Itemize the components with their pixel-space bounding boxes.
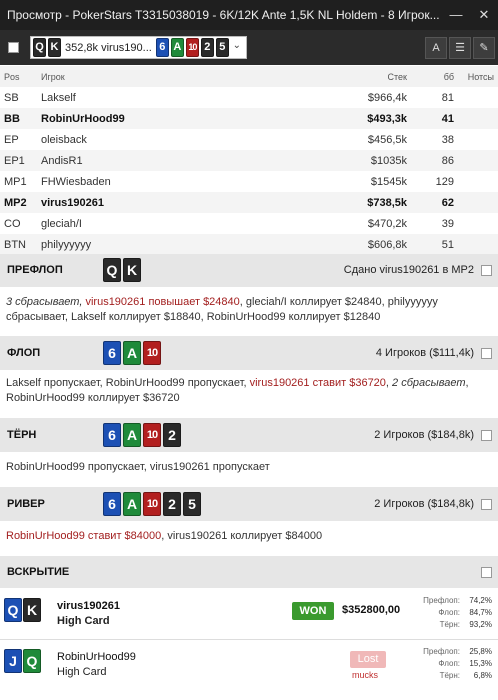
- player-stack: $1545k: [370, 176, 407, 188]
- loser-player-name: RobinUrHood99: [57, 651, 136, 663]
- toolbar-board-card-3: 10: [186, 38, 199, 57]
- flop-card-3: 10: [143, 341, 161, 365]
- street-flop: [0, 336, 498, 418]
- street-preflop-title: ПРЕФЛОП: [7, 264, 63, 276]
- player-stack: $1035k: [370, 155, 407, 167]
- window-title: Просмотр - PokerStars T3315038019 - 6K/12K Ante 1,5K NL Holdem - 8 Игрок...: [7, 8, 440, 22]
- action-villain-bet: RobinUrHood99 ставит $84000: [6, 530, 162, 542]
- player-name: philyyyyyy: [41, 239, 92, 251]
- player-row[interactable]: [0, 234, 498, 255]
- street-river-summary: 2 Игроков ($184,8k): [374, 498, 474, 510]
- river-card-4: 2: [163, 492, 181, 516]
- hand-selector-text: 352,8k virus190...: [65, 41, 152, 54]
- player-row[interactable]: [0, 108, 498, 129]
- player-name: Lakself: [41, 92, 76, 104]
- river-card-2: A: [123, 492, 141, 516]
- winner-card-2: K: [23, 598, 41, 622]
- street-turn: [0, 418, 498, 487]
- font-icon: A: [432, 42, 440, 54]
- street-preflop: [0, 254, 498, 335]
- player-bb: 86: [441, 155, 454, 167]
- equity-label: Префлоп:: [423, 596, 460, 605]
- toolbar-board-card-5: 5: [216, 38, 229, 57]
- won-amount: $352800,00: [342, 604, 401, 616]
- action-text: ,: [385, 377, 393, 389]
- action-fold: 2 сбрасывает: [392, 377, 466, 389]
- mucks-label: mucks: [352, 670, 379, 680]
- player-pos: EP: [4, 134, 19, 146]
- player-row[interactable]: [0, 213, 498, 234]
- street-turn-title: ТЁРН: [7, 429, 37, 441]
- header-pos[interactable]: Pos: [4, 72, 20, 82]
- equity-value: 93,2%: [469, 620, 492, 629]
- player-name: AndisR1: [41, 155, 83, 167]
- hand-selector-dropdown[interactable]: [30, 36, 247, 59]
- lost-badge: Lost: [350, 651, 386, 668]
- player-stack: $738,5k: [367, 197, 407, 209]
- street-flop-checkbox[interactable]: [481, 348, 492, 359]
- list-view-button[interactable]: [449, 37, 471, 59]
- player-pos: MP1: [4, 176, 27, 188]
- player-pos: EP1: [4, 155, 25, 167]
- player-bb: 38: [441, 134, 454, 146]
- player-pos: CO: [4, 218, 21, 230]
- street-turn-header: [0, 418, 498, 452]
- equity-value: 25,8%: [469, 647, 492, 656]
- player-bb: 51: [441, 239, 454, 251]
- edit-button[interactable]: [473, 37, 495, 59]
- player-bb: 62: [441, 197, 454, 209]
- action-fold: 3 сбрасывает,: [6, 296, 86, 308]
- street-river: [0, 487, 498, 556]
- action-text: , virus190261 коллирует $84000: [161, 530, 323, 542]
- players-table-header: [0, 66, 498, 87]
- player-name: oleisback: [41, 134, 87, 146]
- equity-label: Тёрн:: [439, 620, 460, 629]
- street-flop-summary: 4 Игроков ($111,4k): [375, 347, 474, 359]
- header-player[interactable]: Игрок: [41, 72, 65, 82]
- toolbar-board-card-1: 6: [156, 38, 169, 57]
- player-bb: 41: [441, 113, 454, 125]
- action-text: RobinUrHood99 пропускает, virus190261 пропускает: [6, 461, 270, 473]
- street-river-checkbox[interactable]: [481, 499, 492, 510]
- turn-card-4: 2: [163, 423, 181, 447]
- equity-value: 15,3%: [469, 659, 492, 668]
- player-pos: MP2: [4, 197, 27, 209]
- equity-label: Тёрн:: [439, 671, 460, 680]
- river-card-5: 5: [183, 492, 201, 516]
- toolbar-board-card-2: A: [171, 38, 184, 57]
- chevron-down-icon: ⌄: [232, 40, 241, 51]
- player-stack: $966,4k: [367, 92, 407, 104]
- player-name: gleciah/I: [41, 218, 82, 230]
- player-stack: $456,5k: [367, 134, 407, 146]
- loser-equity: [410, 646, 492, 682]
- street-preflop-checkbox[interactable]: [481, 265, 492, 276]
- action-text: Lakself пропускает, RobinUrHood99 пропускает,: [6, 377, 250, 389]
- street-turn-summary: 2 Игроков ($184,8k): [374, 429, 474, 441]
- street-preflop-header: [0, 254, 498, 287]
- players-table: [0, 66, 498, 255]
- player-row[interactable]: [0, 171, 498, 192]
- header-notes[interactable]: Нотсы: [467, 72, 494, 82]
- player-pos: BB: [4, 113, 20, 125]
- list-icon: ☰: [455, 42, 465, 54]
- street-river-actions: [0, 521, 498, 556]
- showdown-row-loser: [0, 640, 498, 690]
- winner-card-1: Q: [4, 598, 22, 622]
- street-river-header: [0, 487, 498, 521]
- street-preflop-summary: Сдано virus190261 в MP2: [343, 264, 474, 276]
- player-row[interactable]: [0, 87, 498, 108]
- street-turn-checkbox[interactable]: [481, 430, 492, 441]
- toolbar-hole-card-1: Q: [33, 38, 46, 57]
- player-row[interactable]: [0, 192, 498, 213]
- action-hero-bet: virus190261 ставит $36720: [249, 377, 386, 389]
- street-flop-actions: [0, 370, 498, 418]
- showdown-row-winner: [0, 589, 498, 639]
- street-flop-title: ФЛОП: [7, 347, 41, 359]
- street-showdown-checkbox[interactable]: [481, 567, 492, 578]
- player-name: virus190261: [41, 197, 104, 209]
- winner-hand-rank: High Card: [57, 615, 110, 627]
- street-flop-header: [0, 336, 498, 370]
- turn-card-2: A: [123, 423, 141, 447]
- river-card-3: 10: [143, 492, 161, 516]
- hand-select-checkbox[interactable]: [8, 42, 19, 53]
- equity-value: 6,8%: [473, 671, 492, 680]
- player-name: RobinUrHood99: [41, 113, 125, 125]
- loser-card-2: Q: [23, 649, 41, 673]
- street-turn-actions: [0, 452, 498, 487]
- equity-label: Флоп:: [438, 659, 460, 668]
- player-pos: BTN: [4, 239, 26, 251]
- turn-card-3: 10: [143, 423, 161, 447]
- player-bb: 81: [441, 92, 454, 104]
- street-showdown-header: [0, 556, 498, 588]
- header-stack[interactable]: Стек: [387, 72, 407, 82]
- street-preflop-actions: [0, 287, 498, 335]
- player-stack: $470,2k: [367, 218, 407, 230]
- equity-value: 74,2%: [469, 596, 492, 605]
- street-showdown: [0, 556, 498, 588]
- player-row[interactable]: [0, 150, 498, 171]
- turn-card-1: 6: [103, 423, 121, 447]
- equity-label: Префлоп:: [423, 647, 460, 656]
- player-bb: 39: [441, 218, 454, 230]
- river-card-1: 6: [103, 492, 121, 516]
- street-showdown-title: ВСКРЫТИЕ: [7, 566, 70, 578]
- font-size-button[interactable]: [425, 37, 447, 59]
- player-row[interactable]: [0, 129, 498, 150]
- flop-card-2: A: [123, 341, 141, 365]
- player-stack: $606,8k: [367, 239, 407, 251]
- player-bb: 129: [435, 176, 454, 188]
- winner-player-name: virus190261: [57, 600, 120, 612]
- flop-card-1: 6: [103, 341, 121, 365]
- toolbar-board-card-4: 2: [201, 38, 214, 57]
- header-bb[interactable]: бб: [443, 72, 454, 82]
- action-text: , RobinUrHood99 коллирует $36720: [6, 377, 469, 404]
- action-hero-raise: virus190261 повышает $24840: [85, 296, 240, 308]
- equity-value: 84,7%: [469, 608, 492, 617]
- street-river-title: РИВЕР: [7, 498, 45, 510]
- winner-equity: [410, 595, 492, 631]
- pencil-icon: ✎: [479, 42, 489, 54]
- minimize-button[interactable]: —: [449, 7, 463, 22]
- action-text: , gleciah/I коллирует $24840, philyyyyyy сбрасывает, Lakself коллирует $18840, RobinUrHood99 коллирует $12840: [6, 296, 438, 323]
- preflop-card-1: Q: [103, 258, 121, 282]
- won-badge: WON: [292, 602, 334, 620]
- loser-card-1: J: [4, 649, 22, 673]
- window-titlebar: [0, 0, 498, 30]
- loser-hand-rank: High Card: [57, 666, 107, 678]
- preflop-card-2: K: [123, 258, 141, 282]
- player-stack: $493,3k: [367, 113, 407, 125]
- toolbar-hole-card-2: K: [48, 38, 61, 57]
- equity-label: Флоп:: [438, 608, 460, 617]
- close-button[interactable]: ✕: [478, 7, 490, 22]
- player-pos: SB: [4, 92, 19, 104]
- player-name: FHWiesbaden: [41, 176, 111, 188]
